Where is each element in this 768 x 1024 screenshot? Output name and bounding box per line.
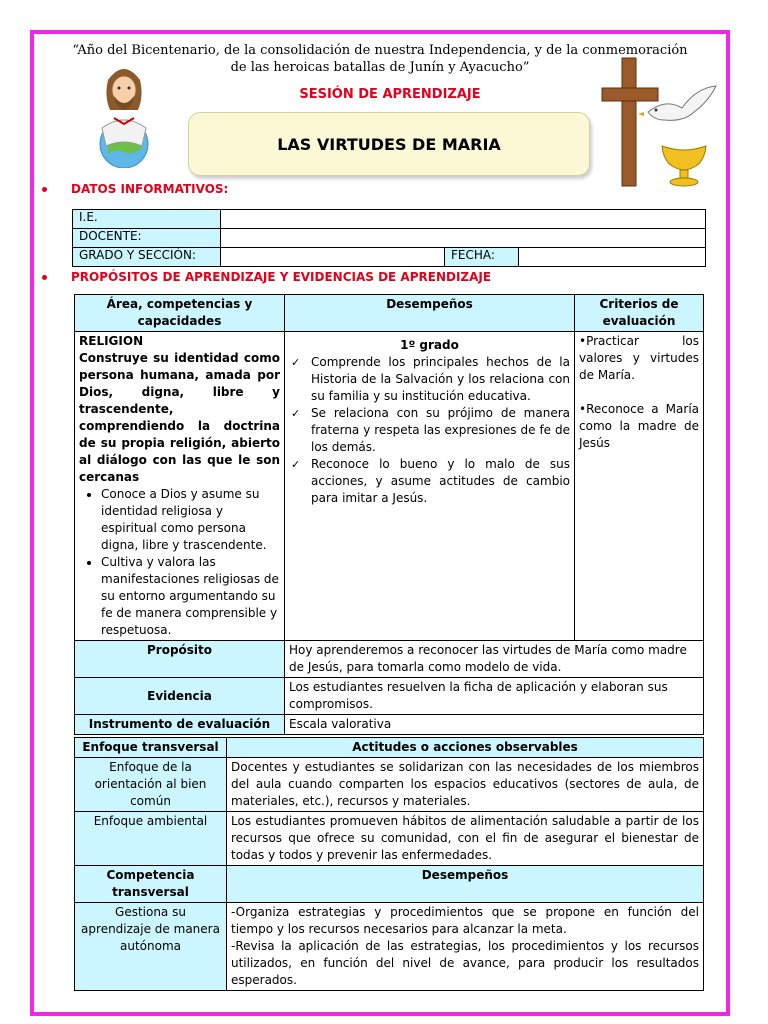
header-criterios: Criterios de evaluación xyxy=(575,295,704,332)
motto-line-2: de las heroicas batallas de Junín y Ayacucho” xyxy=(230,60,530,75)
gestiona-cell xyxy=(227,903,704,991)
bien-comun-label: Enfoque de la orientación al bien común xyxy=(75,758,227,812)
ie-label: I.E. xyxy=(73,210,221,229)
list-item: • Cultiva y valora las manifestaciones religiosas de su entorno argumentando su fe de manera comprensible y respetuosa. xyxy=(101,554,280,639)
ambiental-value: Los estudiantes promueven hábitos de alimentación saludable a partir de los recursos que ofrece su comunidad, con el fin de asegurar el bienestar de todas y todos y prevenir las enfermedades. xyxy=(227,812,704,866)
area-cell xyxy=(75,332,285,641)
ambiental-label: Enfoque ambiental xyxy=(75,812,227,866)
enfoques-table xyxy=(74,737,704,991)
table-row xyxy=(75,678,704,715)
header-actitudes: Actitudes o acciones observables xyxy=(227,738,704,758)
instrumento-value: Escala valorativa xyxy=(285,715,704,735)
header-enfoque: Enfoque transversal xyxy=(75,738,227,758)
gestiona-item: -Organiza estrategias y procedimientos que se propone en función del tiempo y los recursos necesarios para alcanzar la meta. xyxy=(231,905,699,936)
table-row xyxy=(75,715,704,735)
criterio-item: •Practicar los valores y virtudes de María. xyxy=(579,334,699,382)
bullet-icon xyxy=(42,187,47,192)
grado-heading: 1º grado xyxy=(400,338,459,352)
list-item: ✓ Comprende los principales hechos de la Historia de la Salvación y los relaciona con su familia y su institución educativa. xyxy=(307,354,570,405)
header-desempenos: Desempeños xyxy=(285,295,575,332)
propositos-table xyxy=(74,294,704,735)
proposito-value: Hoy aprenderemos a reconocer las virtudes de María como madre de Jesús, para tomarla como modelo de vida. xyxy=(285,641,704,678)
table-row xyxy=(75,812,704,866)
table-header-row xyxy=(75,738,704,758)
criterio-item: •Reconoce a María como la madre de Jesús xyxy=(579,402,699,450)
area-title: RELIGION xyxy=(79,334,144,348)
section-propositos-label: PROPÓSITOS DE APRENDIZAJE Y EVIDENCIAS DE APRENDIZAJE xyxy=(71,270,492,284)
list-item: ✓ Reconoce lo bueno y lo malo de sus acciones, y asume actitudes de cambio para imitar a Jesús. xyxy=(307,456,570,507)
gestiona-item: -Revisa la aplicación de las estrategias, los procedimientos y los recursos utilizados, en función del nivel de avance, para producir los resultados esperados. xyxy=(231,939,699,987)
header-competencia: Competencia transversal xyxy=(75,866,227,903)
desempenos-cell xyxy=(285,332,575,641)
desempenos-list xyxy=(289,354,570,507)
section-propositos xyxy=(42,270,491,284)
evidencia-label: Evidencia xyxy=(75,678,285,715)
session-title: SESIÓN DE APRENDIZAJE xyxy=(299,87,481,102)
table-row xyxy=(75,641,704,678)
competencia-text: Construye su identidad como persona humana, amada por Dios, digna, libre y trascendente, comprendiendo la doctrina de su propia religión, abierto al diálogo con las que le son cercanas xyxy=(79,351,280,484)
proposito-label: Propósito xyxy=(75,641,285,678)
list-item: ✓ Se relaciona con su prójimo de manera fraterna y respeta las expresiones de fe de los demás. xyxy=(307,405,570,456)
section-datos-label: DATOS INFORMATIVOS: xyxy=(71,182,229,196)
table-header-row xyxy=(75,295,704,332)
table-row xyxy=(75,903,704,991)
criterios-cell xyxy=(575,332,704,641)
table-row xyxy=(75,332,704,641)
header-area: Área, competencias y capacidades xyxy=(75,295,285,332)
table-row xyxy=(75,758,704,812)
docente-label: DOCENTE: xyxy=(73,229,221,248)
header-motto xyxy=(60,42,700,76)
table-row xyxy=(73,229,706,248)
docente-value xyxy=(221,229,706,248)
motto-line-1: “Año del Bicentenario, de la consolidación de nuestra Independencia, y de la conmemoración xyxy=(72,43,688,58)
instrumento-label: Instrumento de evaluación xyxy=(75,715,285,735)
header-desempenos-transversal: Desempeños xyxy=(227,866,704,903)
grado-label: GRADO Y SECCIÓN: xyxy=(73,248,221,267)
page-title: LAS VIRTUDES DE MARIA xyxy=(188,112,590,176)
table-row xyxy=(73,248,706,267)
table-header-row xyxy=(75,866,704,903)
evidencia-value: Los estudiantes resuelven la ficha de aplicación y elaboran sus compromisos. xyxy=(285,678,704,715)
gestiona-label: Gestiona su aprendizaje de manera autónoma xyxy=(75,903,227,991)
grado-value xyxy=(221,248,445,267)
list-item: • Conoce a Dios y asume su identidad religiosa y espiritual como persona digna, libre y trascendente. xyxy=(101,486,280,554)
table-row xyxy=(73,210,706,229)
capacidades-list xyxy=(79,486,280,639)
bien-comun-value: Docentes y estudiantes se solidarizan con las necesidades de los miembros del aula cuando comparten los espacios educativos (sectores de aula, de materiales, etc.), recursos y materiales. xyxy=(227,758,704,812)
fecha-label: FECHA: xyxy=(445,248,519,267)
section-datos xyxy=(42,182,228,196)
bullet-icon xyxy=(42,275,47,280)
fecha-value xyxy=(519,248,706,267)
info-table xyxy=(72,209,706,267)
ie-value xyxy=(221,210,706,229)
